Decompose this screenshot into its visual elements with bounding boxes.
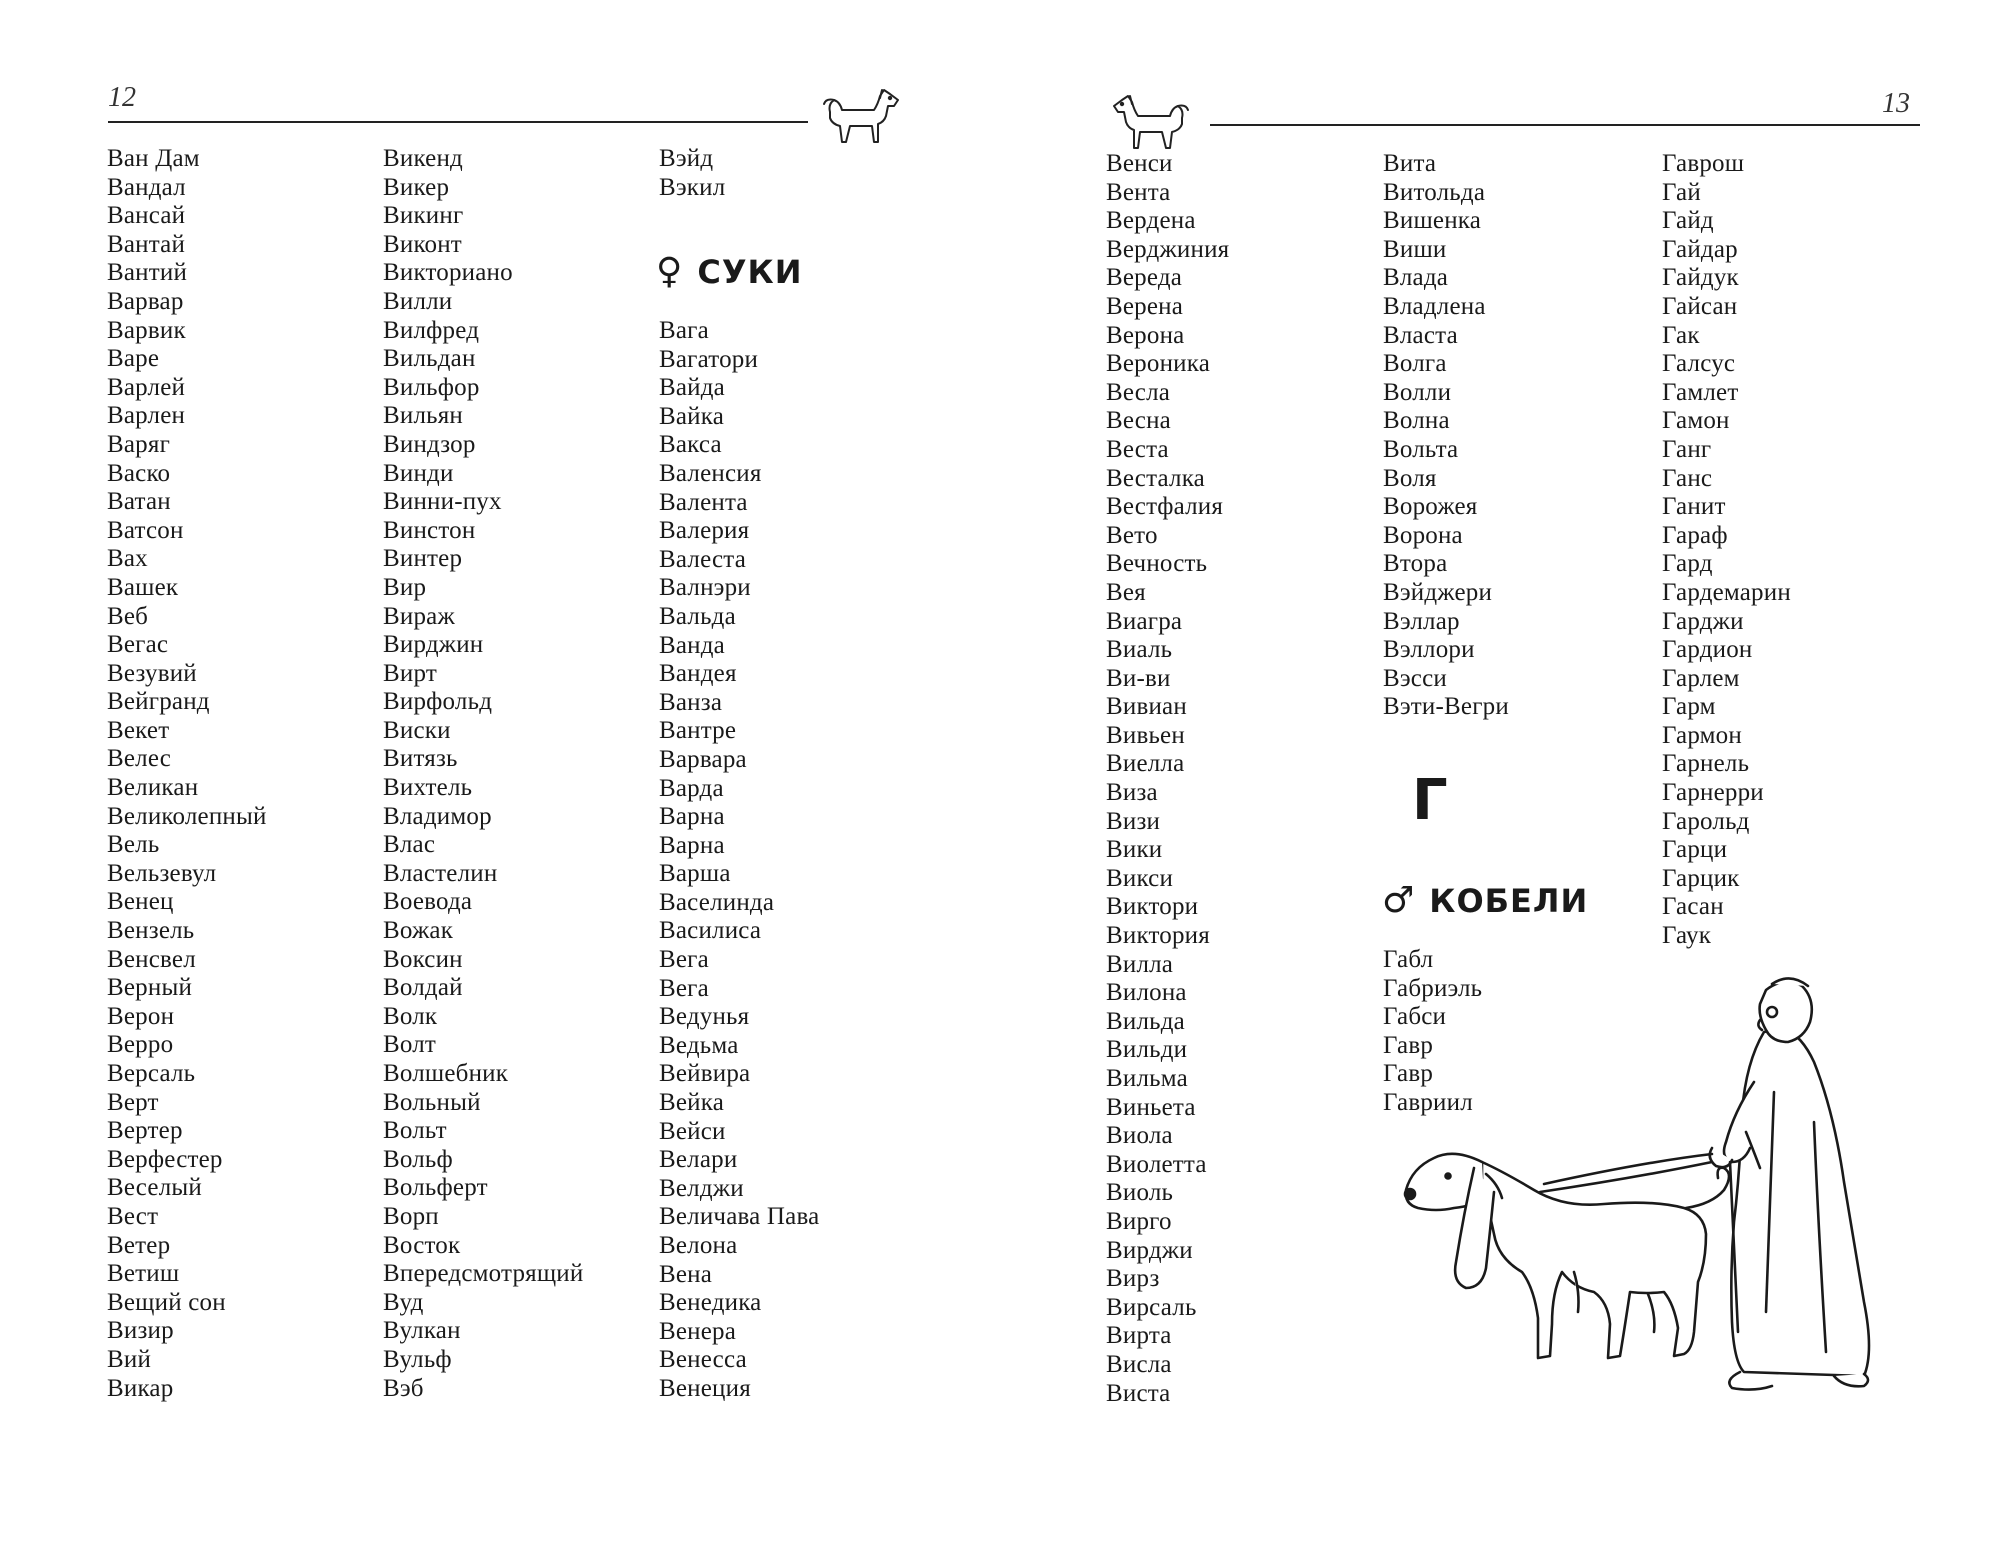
- dog-name: Гарм: [1662, 693, 1716, 721]
- dog-name: Веселый: [107, 1174, 202, 1202]
- dog-name: Вильдан: [383, 345, 476, 373]
- right-page: [1000, 0, 2000, 1564]
- dog-name: Варлей: [107, 373, 186, 401]
- dog-name: Воксин: [383, 945, 463, 973]
- dog-name: Варна: [659, 803, 725, 831]
- dog-name: Впередсмотрящий: [383, 1260, 584, 1288]
- dog-name: Вантий: [107, 259, 188, 287]
- dog-name: Весна: [1106, 407, 1171, 435]
- dog-name: Вуд: [383, 1288, 424, 1316]
- dog-name: Вега: [659, 974, 709, 1002]
- dog-name: Венсвел: [107, 945, 196, 973]
- dog-name: Вэсси: [1383, 664, 1447, 692]
- dog-name: Вега: [659, 946, 709, 974]
- dog-name: Верджиния: [1106, 235, 1230, 263]
- male-names-col-2: [383, 145, 583, 1403]
- dog-name: Виоль: [1106, 1179, 1174, 1207]
- dog-name: Гарцик: [1662, 864, 1740, 892]
- dog-name: Варвик: [107, 316, 186, 344]
- dog-name: Викер: [383, 173, 450, 201]
- dog-name: Васелинда: [659, 888, 775, 916]
- dog-name: Вильма: [1106, 1065, 1188, 1092]
- dog-name: Гай: [1662, 178, 1701, 206]
- dog-name: Висла: [1106, 1350, 1172, 1378]
- dog-name: Вольферт: [383, 1174, 488, 1202]
- dog-name: Ватан: [107, 488, 171, 516]
- dog-name: Визи: [1106, 807, 1161, 835]
- dog-name: Влада: [1383, 264, 1449, 292]
- dog-name: Вечность: [1106, 550, 1208, 578]
- dog-name: Вулкан: [383, 1317, 461, 1345]
- dog-name: Гарнель: [1662, 750, 1750, 778]
- dog-name: Верона: [1106, 321, 1185, 349]
- dog-name: Вальда: [659, 602, 736, 630]
- dog-name: Вага: [659, 317, 709, 344]
- dog-name: Вероника: [1106, 350, 1210, 378]
- dog-name: Велона: [659, 1232, 738, 1259]
- dog-name: Витязь: [383, 745, 458, 773]
- dog-name: Вирджин: [383, 631, 484, 659]
- dog-name: Втора: [1383, 550, 1448, 578]
- dog-name: Вестфалия: [1106, 493, 1224, 521]
- dog-name: Вэллори: [1383, 636, 1475, 664]
- dog-name: Вэб: [383, 1374, 424, 1402]
- dog-name: Вилфред: [383, 316, 480, 344]
- dog-name: Велджи: [659, 1174, 744, 1202]
- dog-name: Ведунья: [659, 1003, 750, 1031]
- dog-name: Величава Пава: [659, 1203, 820, 1231]
- male-section-heading: [1382, 880, 1588, 921]
- dog-name: Вайка: [659, 402, 725, 430]
- dog-name: Ватсон: [107, 516, 184, 544]
- dog-name: Власта: [1383, 321, 1458, 349]
- dog-name: Варлен: [107, 402, 186, 430]
- dog-name: Викториано: [383, 259, 513, 287]
- dog-name: Верный: [107, 974, 193, 1002]
- dog-name: Виконт: [383, 230, 462, 258]
- dog-name: Вивиан: [1106, 693, 1187, 721]
- dog-name: Вилона: [1106, 979, 1187, 1007]
- dog-name: Весталка: [1106, 464, 1205, 492]
- female-names-col-3: [659, 317, 819, 1404]
- dog-name: Викар: [107, 1374, 174, 1402]
- dog-name: Велес: [107, 745, 172, 773]
- dog-name: Вожак: [383, 917, 454, 945]
- dog-name: Вантре: [659, 717, 737, 745]
- dog-name: Вельзевул: [107, 859, 217, 887]
- dog-name: Вита: [1383, 150, 1437, 177]
- dog-name: Валерия: [659, 517, 750, 545]
- dog-name: Варда: [659, 774, 724, 802]
- dog-name: Венера: [659, 1317, 737, 1345]
- dog-name: Винни-пух: [383, 488, 502, 516]
- dog-name: Валенсия: [659, 459, 762, 487]
- dog-name: Виньета: [1106, 1093, 1196, 1121]
- dog-name: Вэллар: [1383, 607, 1460, 635]
- dog-name: Вики: [1106, 836, 1163, 864]
- dog-name: Визир: [107, 1317, 174, 1345]
- dog-name: Валента: [659, 488, 748, 516]
- dog-name: Вирджи: [1106, 1236, 1193, 1264]
- dog-name: Везувий: [107, 659, 197, 687]
- dog-name: Вещий сон: [107, 1288, 226, 1316]
- header-rule: [108, 121, 808, 123]
- dog-name: Витольда: [1383, 178, 1486, 206]
- female-symbol-icon: ♀: [656, 251, 684, 292]
- dog-name: Верена: [1106, 292, 1184, 320]
- dog-name: Вашек: [107, 573, 179, 601]
- dog-name: Волна: [1383, 407, 1450, 435]
- dog-name: Вердена: [1106, 207, 1196, 235]
- dog-name: Виши: [1383, 235, 1447, 263]
- dog-name: Вакса: [659, 431, 722, 459]
- dog-name: Габси: [1383, 1003, 1447, 1031]
- dog-name: Верфестер: [107, 1145, 223, 1173]
- dog-name: Вансай: [107, 202, 186, 230]
- dog-name: Вивьен: [1106, 721, 1185, 749]
- dog-name: Венесса: [659, 1346, 747, 1374]
- dog-name: Валеста: [659, 545, 747, 573]
- dog-name: Веста: [1106, 435, 1169, 463]
- dog-name: Вертер: [107, 1117, 183, 1145]
- dog-name: Вишенка: [1383, 207, 1482, 235]
- dog-name: Винтер: [383, 545, 463, 573]
- dog-name: Галсус: [1662, 350, 1736, 378]
- dog-name: Вейси: [659, 1117, 726, 1145]
- dog-name: Виагра: [1106, 607, 1183, 635]
- dog-name: Гардемарин: [1662, 578, 1791, 606]
- dog-name: Винди: [383, 459, 454, 487]
- dog-name: Воля: [1383, 464, 1437, 492]
- dog-name: Вента: [1106, 178, 1171, 206]
- dog-name: Верро: [107, 1031, 174, 1059]
- dog-name: Виндзор: [383, 430, 476, 458]
- dog-name: Гавриил: [1383, 1088, 1473, 1116]
- dog-name: Вирз: [1106, 1265, 1160, 1293]
- dog-name: Венси: [1106, 150, 1173, 177]
- dog-name: Гасан: [1662, 893, 1724, 921]
- dog-name: Вильян: [383, 402, 464, 430]
- dog-name: Верон: [107, 1002, 175, 1030]
- page-number: 12: [108, 82, 136, 113]
- dog-name: Ворп: [383, 1202, 439, 1230]
- female-section-heading: [656, 251, 802, 292]
- dog-name: Гамон: [1662, 407, 1730, 435]
- female-heading-label: СУКИ: [697, 253, 803, 291]
- dog-name: Викси: [1106, 864, 1174, 892]
- dog-name: Варвара: [659, 745, 747, 773]
- dog-name: Вольта: [1383, 435, 1459, 463]
- dog-name: Гайд: [1662, 207, 1714, 235]
- dog-name: Весла: [1106, 378, 1171, 406]
- dog-name: Вольт: [383, 1117, 447, 1145]
- dog-name: Валнэри: [659, 574, 751, 602]
- dog-name: Габриэль: [1383, 974, 1483, 1002]
- dog-name: Гарнерри: [1662, 779, 1764, 807]
- dog-name: Вегас: [107, 631, 169, 659]
- dog-name: Гавр: [1383, 1031, 1434, 1059]
- dog-name: Гард: [1662, 550, 1713, 578]
- dog-name: Вий: [107, 1345, 152, 1373]
- dog-name: Ганит: [1662, 493, 1726, 521]
- male-names-col-1: [107, 145, 267, 1403]
- dog-name: Вандея: [659, 660, 737, 688]
- dog-name: Виола: [1106, 1122, 1173, 1150]
- dog-name: Вильда: [1106, 1007, 1185, 1035]
- dog-name: Гайсан: [1662, 292, 1738, 320]
- dog-name: Вилла: [1106, 950, 1174, 978]
- dog-name: Виста: [1106, 1379, 1171, 1407]
- dog-name: Вена: [659, 1260, 713, 1288]
- dog-name: Векет: [107, 716, 170, 744]
- dog-name: Виза: [1106, 779, 1158, 807]
- dog-name: Гак: [1662, 321, 1700, 349]
- dog-name: Вольф: [383, 1145, 453, 1173]
- dog-name: Вэти-Вегри: [1383, 693, 1509, 721]
- dog-name: Ви-ви: [1106, 664, 1171, 692]
- dog-name: Вир: [383, 573, 427, 601]
- dog-name: Варе: [107, 345, 160, 373]
- dog-name: Версаль: [107, 1060, 196, 1087]
- dog-name: Вейвира: [659, 1060, 751, 1088]
- dog-name: Вирт: [383, 659, 437, 687]
- dog-name: Виктори: [1106, 893, 1199, 921]
- dog-name: Гавр: [1383, 1060, 1434, 1088]
- header-rule: [1210, 124, 1920, 126]
- page-number: 13: [1882, 88, 1910, 119]
- dog-name: Виолетта: [1106, 1150, 1207, 1178]
- dog-name: Волга: [1383, 350, 1447, 378]
- dog-name: Вольный: [383, 1088, 481, 1116]
- dog-name: Гарольд: [1662, 807, 1750, 835]
- dog-name: Восток: [383, 1231, 461, 1259]
- dog-name: Вейгранд: [107, 688, 210, 716]
- dog-name: Гарлем: [1662, 664, 1740, 692]
- dog-name: Гарци: [1662, 836, 1728, 864]
- dog-name: Вирсаль: [1106, 1293, 1197, 1321]
- dog-name: Вильди: [1106, 1036, 1188, 1064]
- dog-name: Вайда: [659, 374, 725, 402]
- dog-name: Ганс: [1662, 464, 1713, 492]
- dog-name: Гайдук: [1662, 264, 1739, 292]
- dog-name: Викенд: [383, 145, 463, 172]
- dog-name: Владлена: [1383, 292, 1486, 320]
- dog-name: Габл: [1383, 946, 1434, 973]
- dog-name: Волли: [1383, 378, 1452, 406]
- dog-name: Веб: [107, 602, 149, 630]
- dog-name: Вандал: [107, 173, 186, 201]
- dog-name: Варвар: [107, 287, 184, 315]
- dog-name: Варяг: [107, 430, 171, 458]
- dog-name: Волт: [383, 1031, 437, 1059]
- dog-name: Виктория: [1106, 922, 1210, 950]
- dog-name: Вереда: [1106, 264, 1183, 292]
- male-heading-label: КОБЕЛИ: [1429, 882, 1589, 920]
- dog-name: Ванза: [659, 688, 723, 716]
- dog-icon: [1112, 92, 1192, 154]
- dog-name: Ветиш: [107, 1260, 180, 1288]
- dog-name: Ванда: [659, 631, 725, 659]
- names-col-3: [659, 145, 725, 202]
- dog-name: Воевода: [383, 888, 473, 916]
- dog-name: Венец: [107, 888, 174, 916]
- dog-name: Ветер: [107, 1231, 171, 1259]
- dog-name: Влас: [383, 831, 436, 859]
- dog-name: Гаврош: [1662, 150, 1745, 177]
- woman-walking-dog-illustration: [1394, 972, 1904, 1412]
- dog-name: Василиса: [659, 917, 762, 945]
- dog-name: Гарджи: [1662, 607, 1744, 635]
- dog-name: Венедика: [659, 1289, 762, 1317]
- dog-name: Гайдар: [1662, 235, 1738, 263]
- dog-name: Вирго: [1106, 1207, 1172, 1235]
- dog-name: Гаук: [1662, 922, 1712, 950]
- dog-name: Вульф: [383, 1345, 452, 1373]
- dog-name: Виаль: [1106, 636, 1173, 664]
- dog-name: Верт: [107, 1088, 159, 1116]
- dog-name: Властелин: [383, 859, 498, 887]
- dog-name: Васко: [107, 459, 171, 487]
- dog-name: Велари: [659, 1146, 738, 1174]
- dog-name: Вагатори: [659, 345, 759, 373]
- dog-name: Ворожея: [1383, 493, 1478, 521]
- dog-name: Волшебник: [383, 1060, 509, 1087]
- dog-name: Вест: [107, 1202, 159, 1230]
- dog-name: Вэйд: [659, 145, 714, 172]
- female-names-col-1: [1106, 150, 1229, 1408]
- dog-name: Ганг: [1662, 435, 1712, 463]
- dog-name: Вихтель: [383, 774, 473, 802]
- dog-name: Гамлет: [1662, 378, 1739, 406]
- dog-name: Волк: [383, 1002, 438, 1030]
- dog-name: Вэйджери: [1383, 578, 1493, 606]
- dog-name: Вэкил: [659, 173, 726, 201]
- dog-name: Вея: [1106, 578, 1146, 606]
- dog-name: Ван Дам: [107, 145, 200, 172]
- male-names-col-3: [1662, 150, 1791, 951]
- dog-name: Гараф: [1662, 521, 1728, 549]
- dog-name: Вето: [1106, 521, 1158, 549]
- dog-name: Гармон: [1662, 721, 1742, 749]
- dog-name: Вензель: [107, 917, 195, 945]
- dog-name: Ворона: [1383, 521, 1463, 549]
- section-letter: Г: [1412, 768, 1448, 833]
- dog-icon: [820, 86, 900, 148]
- dog-name: Вейка: [659, 1089, 725, 1117]
- dog-name: Великолепный: [107, 802, 267, 830]
- dog-name: Вах: [107, 545, 148, 573]
- dog-name: Вилли: [383, 287, 453, 315]
- dog-name: Вирфольд: [383, 688, 493, 716]
- dog-name: Вильфор: [383, 373, 480, 401]
- dog-name: Винстон: [383, 516, 476, 544]
- dog-name: Виелла: [1106, 750, 1185, 778]
- dog-name: Волдай: [383, 974, 463, 1002]
- dog-name: Ведьма: [659, 1031, 739, 1059]
- dog-name: Вираж: [383, 602, 455, 630]
- dog-name: Вель: [107, 831, 160, 859]
- dog-name: Варша: [659, 860, 731, 888]
- dog-name: Варна: [659, 831, 725, 859]
- dog-name: Викинг: [383, 202, 464, 230]
- male-symbol-icon: ♂: [1382, 880, 1416, 921]
- dog-name: Вантай: [107, 230, 186, 258]
- dog-name: Вирта: [1106, 1322, 1172, 1350]
- female-names-col-2: [1383, 150, 1509, 722]
- dog-name: Венеция: [659, 1374, 751, 1402]
- dog-name: Владимор: [383, 802, 492, 830]
- dog-name: Великан: [107, 774, 199, 802]
- dog-name: Виски: [383, 716, 451, 744]
- dog-name: Гардион: [1662, 636, 1753, 664]
